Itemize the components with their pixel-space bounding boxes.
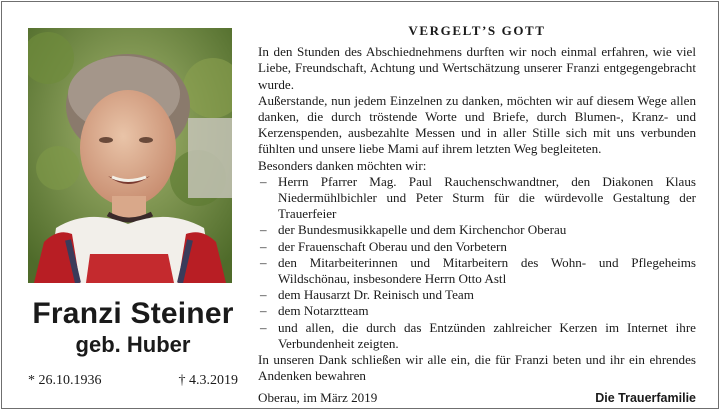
list-item: – den Mitarbeiterinnen und Mitarbeitern des Wohn- und Pflegeheims Wildschönau, insbesondere Herrn Otto Astl <box>258 255 696 287</box>
signature: Die Trauerfamilie <box>595 391 696 406</box>
deceased-panel <box>28 28 238 389</box>
list-item: – dem Hausarzt Dr. Reinisch und Team <box>258 287 696 303</box>
deceased-name: Franzi Steiner <box>32 297 234 330</box>
portrait-illustration <box>28 28 232 283</box>
list-item: – der Bundesmusikkapelle und dem Kirchenchor Oberau <box>258 222 696 238</box>
obituary-card <box>1 1 719 409</box>
footer <box>258 390 696 406</box>
list-item: – dem Notarztteam <box>258 303 696 319</box>
place-date: Oberau, im März 2019 <box>258 390 378 406</box>
portrait-photo <box>28 28 232 283</box>
life-dates <box>28 373 238 389</box>
maiden-name: geb. Huber <box>75 332 191 357</box>
thanks-list <box>258 174 696 352</box>
thanks-text <box>258 23 696 407</box>
intro-paragraph: In den Stunden des Abschiednehmens durften wir noch einmal erfahren, wie viel Liebe, Freundschaft, Achtung und Wertschätzung unserer Franzi entgegengebracht wurde. <box>258 44 696 92</box>
thanks-paragraph: Außerstande, nun jedem Einzelnen zu danken, möchten wir auf diesem Wege allen danken, die durch tröstende Worte und Briefe, durch Blumen-, Kranz- und Kerzenspenden, ausbezahlte Messen und in aller Stille sich mit uns verbunden fühlten und unsere liebe Mami auf ihrem letzten Weg begleiteten. <box>258 92 696 157</box>
list-item: – und allen, die durch das Entzünden zahlreicher Kerzen im Internet ihre Verbundenheit zeigten. <box>258 320 696 352</box>
heading: VERGELT’S GOTT <box>408 23 546 38</box>
birth-date: * 26.10.1936 <box>28 373 102 388</box>
closing-paragraph: In unseren Dank schließen wir alle ein, die für Franzi beten und ihr ein ehrendes Andenken bewahren <box>258 352 696 384</box>
death-date: † 4.3.2019 <box>178 373 238 388</box>
list-item: – Herrn Pfarrer Mag. Paul Rauchenschwandtner, den Diakonen Klaus Niedermühlbichler und Peter Sturm für die würdevolle Gestaltung der Trauerfeier <box>258 174 696 223</box>
special-thanks-intro: Besonders danken möchten wir: <box>258 157 427 173</box>
list-item: – der Frauenschaft Oberau und den Vorbetern <box>258 239 696 255</box>
